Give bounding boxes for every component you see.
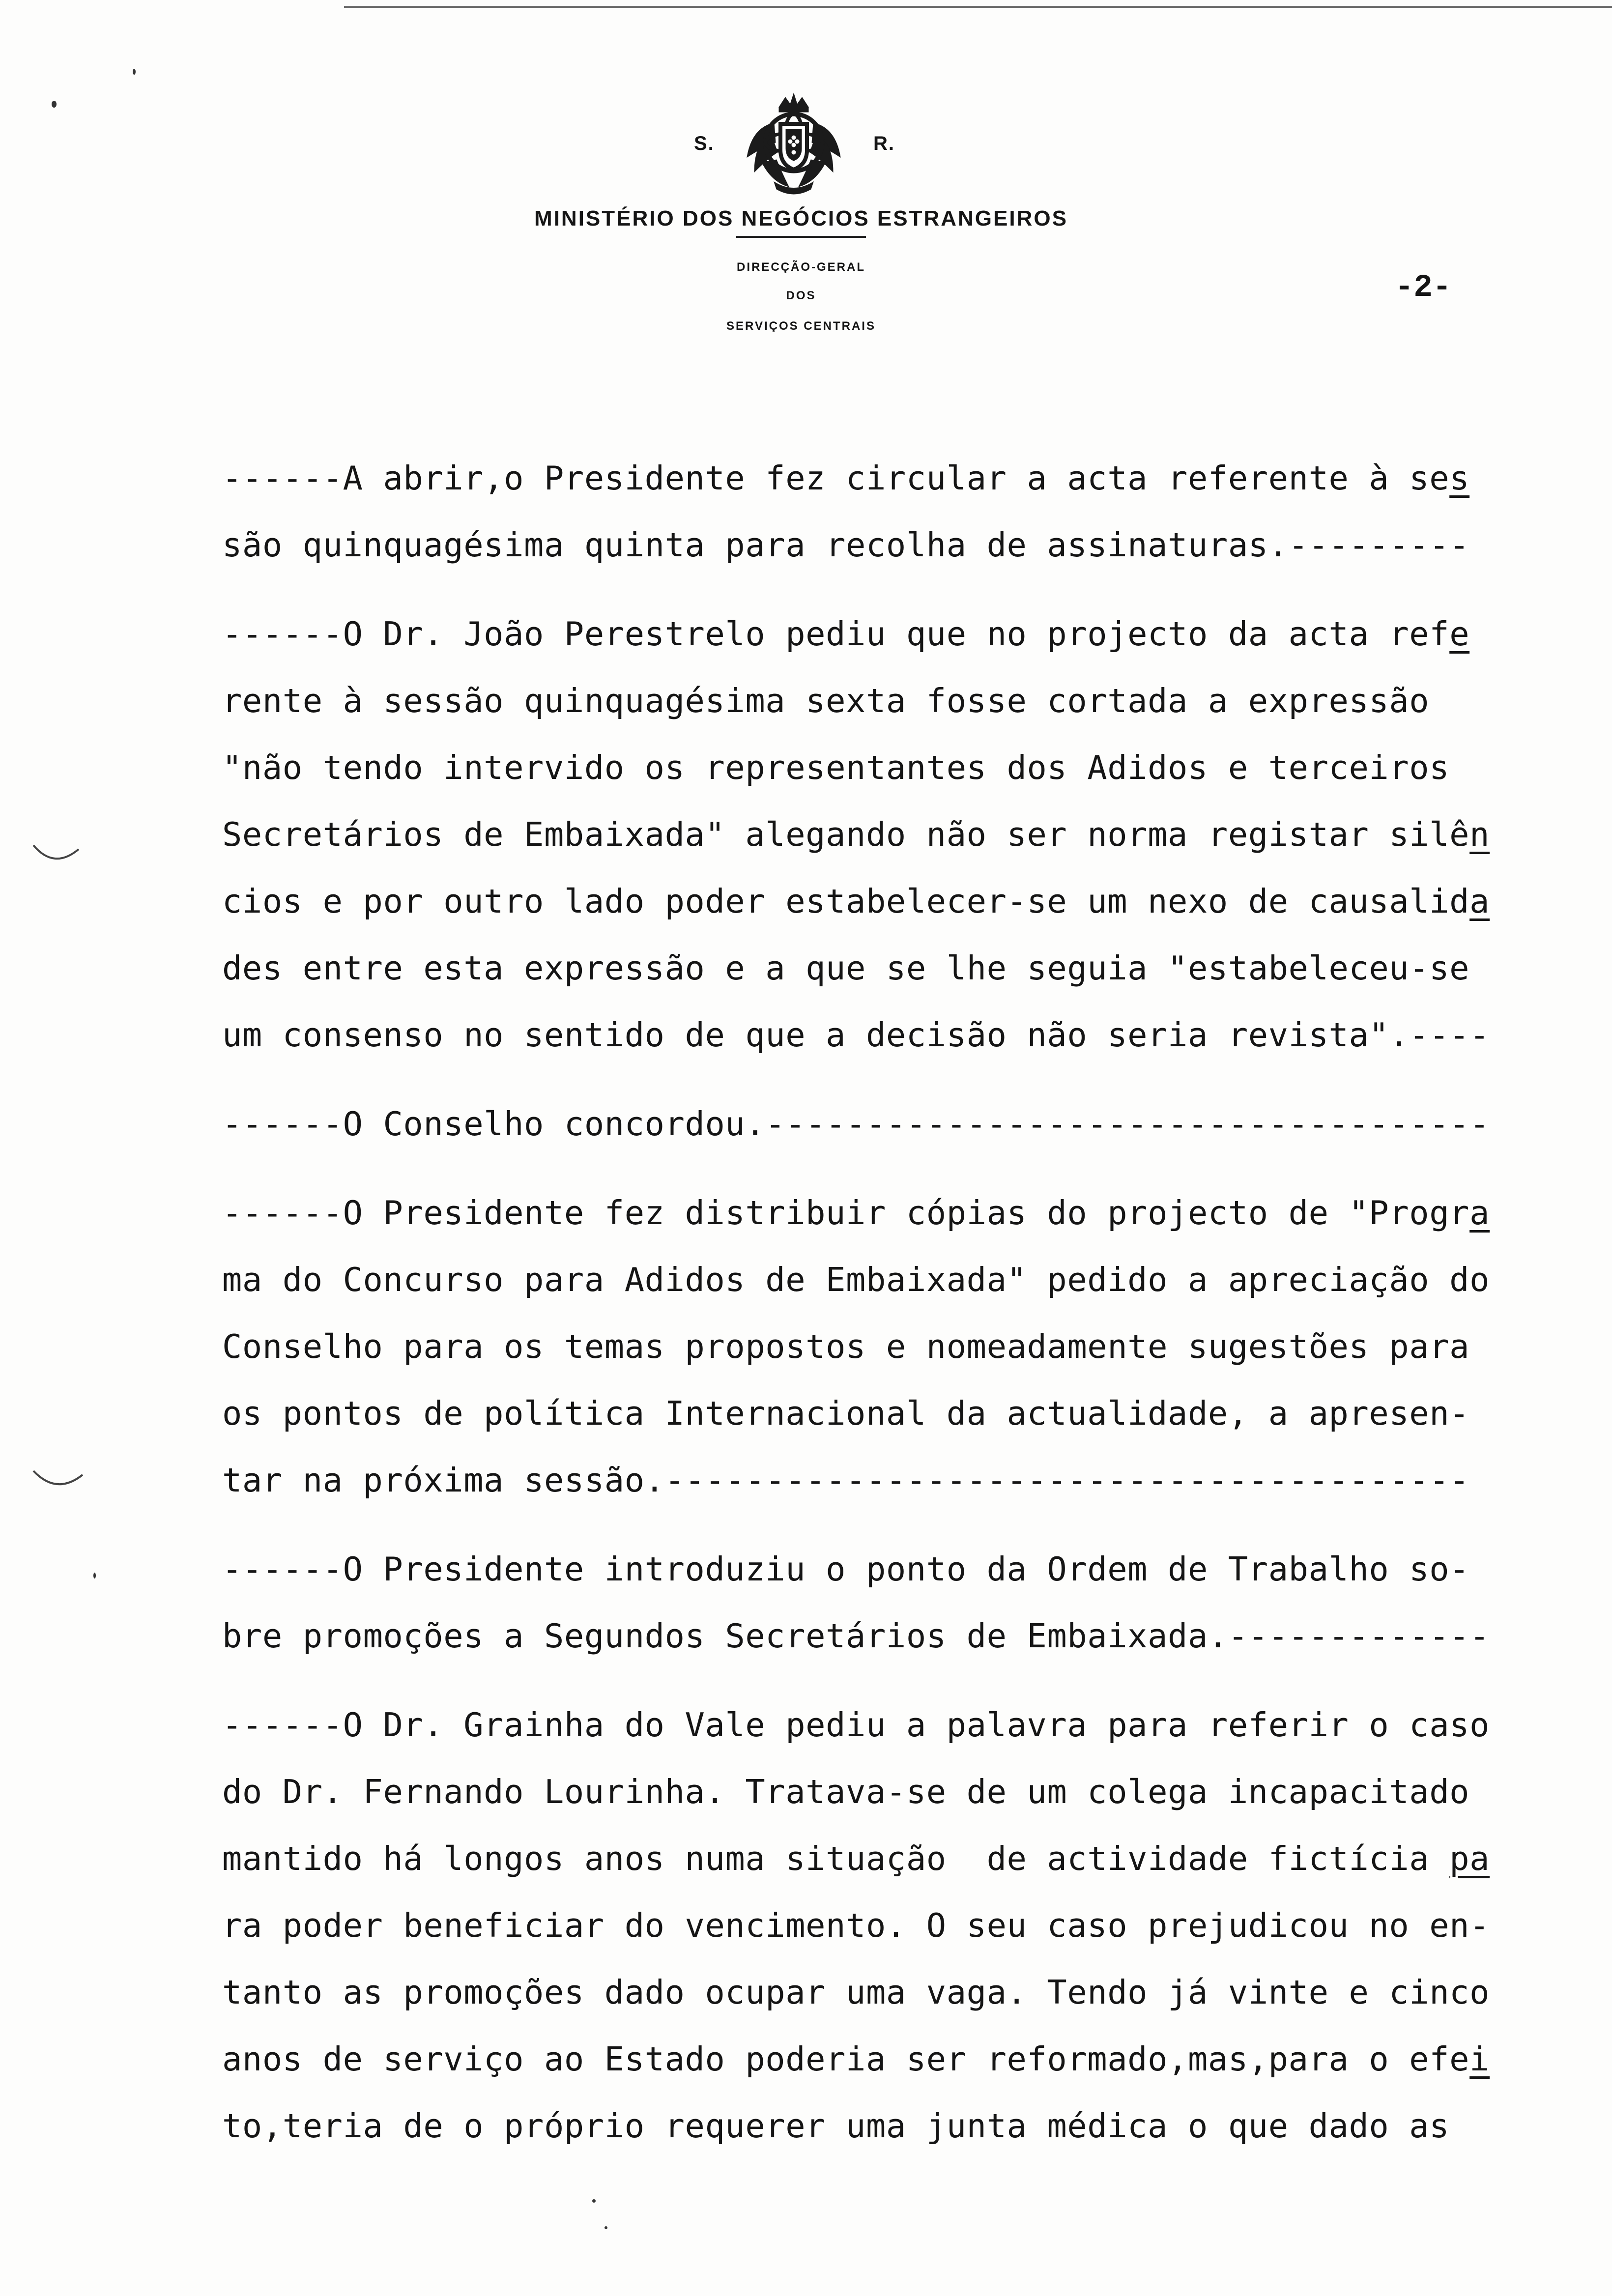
text-line-body: cios e por outro lado poder estabelecer-se um nexo de causalid <box>222 882 1470 920</box>
punch-hole-mark-lower <box>29 1467 88 1496</box>
text-line-body: ------O Dr. João Perestrelo pediu que no projecto da acta ref <box>222 615 1450 653</box>
text-line: tanto as promoções dado ocupar uma vaga. Tendo já vinte e cinco <box>222 1973 1490 2011</box>
text-line <box>222 868 1510 935</box>
text-line: bre promoções a Segundos Secretários de Embaixada.------------- <box>222 1617 1490 1655</box>
text-line <box>222 445 1510 512</box>
text-line: rente à sessão quinquagésima sexta fosse cortada a expressão <box>222 682 1430 720</box>
underlined-ending: e <box>1449 615 1470 653</box>
text-line <box>222 1825 1510 1892</box>
scan-top-edge <box>344 6 1612 8</box>
paragraph <box>222 1536 1510 1669</box>
text-line-body: ------A abrir,o Presidente fez circular a acta referente à se <box>222 459 1450 497</box>
crest-right-letter: R. <box>873 133 895 154</box>
underlined-ending: s <box>1449 459 1470 497</box>
department-line-1: DIRECÇÃO-GERAL <box>737 260 865 274</box>
ministry-name: MINISTÉRIO DOS NEGÓCIOS ESTRANGEIROS <box>534 206 1068 230</box>
department-line-2: DOS <box>786 289 816 302</box>
crest-left-letter: S. <box>694 133 715 154</box>
text-line-body: ------O Presidente fez distribuir cópias do projecto de "Progr <box>222 1194 1470 1232</box>
minutes-body <box>222 445 1510 2181</box>
text-line: ------O Presidente introduziu o ponto da Ordem de Trabalho so- <box>222 1550 1470 1588</box>
scan-speck <box>52 101 57 108</box>
text-line <box>222 801 1510 868</box>
text-line: to,teria de o próprio requerer uma junta médica o que dado as <box>222 2107 1450 2145</box>
text-line: um consenso no sentido de que a decisão não seria revista".---- <box>222 1016 1490 1054</box>
paragraph <box>222 1091 1510 1157</box>
text-line: "não tendo intervido os representantes dos Adidos e terceiros <box>222 748 1450 787</box>
ministry-underline <box>736 236 866 238</box>
scan-speck <box>592 2199 596 2203</box>
text-line <box>222 2026 1510 2093</box>
text-line: des entre esta expressão e a que se lhe seguia "estabeleceu-se <box>222 949 1470 987</box>
underlined-ending: a <box>1469 1194 1490 1232</box>
text-line: ra poder beneficiar do vencimento. O seu caso prejudicou no en- <box>222 1906 1490 1945</box>
coat-of-arms-icon <box>732 88 855 197</box>
underlined-ending: i <box>1469 2040 1490 2078</box>
punch-hole-mark-upper <box>29 840 84 870</box>
text-line: os pontos de política Internacional da actualidade, a apresen- <box>222 1394 1470 1433</box>
underlined-ending: pa <box>1449 1839 1490 1878</box>
letterhead <box>482 88 1121 344</box>
text-line: tar na próxima sessão.---------------------------------------- <box>222 1461 1470 1499</box>
text-line: do Dr. Fernando Lourinha. Tratava-se de um colega incapacitado <box>222 1773 1470 1811</box>
scan-speck <box>93 1573 96 1578</box>
text-line: ------O Dr. Grainha do Vale pediu a palavra para referir o caso <box>222 1706 1490 1744</box>
text-line-body: anos de serviço ao Estado poderia ser reformado,mas,para o efe <box>222 2040 1470 2078</box>
department-line-3: SERVIÇOS CENTRAIS <box>726 319 876 333</box>
scan-speck <box>604 2226 607 2229</box>
crest-row <box>482 88 1121 206</box>
underlined-ending: n <box>1469 815 1490 854</box>
paragraph <box>222 1179 1510 1514</box>
text-line <box>222 601 1510 667</box>
text-line-body: mantido há longos anos numa situação de actividade fictícia <box>222 1839 1450 1878</box>
scan-speck <box>133 69 136 75</box>
paragraph <box>222 1692 1510 2159</box>
text-line <box>222 1179 1510 1246</box>
text-line: ma do Concurso para Adidos de Embaixada" pedido a apreciação do <box>222 1261 1490 1299</box>
underlined-ending: a <box>1469 882 1490 920</box>
text-line: são quinquagésima quinta para recolha de assinaturas.--------- <box>222 526 1470 564</box>
text-line: Conselho para os temas propostos e nomeadamente sugestões para <box>222 1327 1470 1366</box>
page-number: -2- <box>1395 270 1452 306</box>
text-line-body: Secretários de Embaixada" alegando não ser norma registar silê <box>222 815 1470 854</box>
paragraph <box>222 445 1510 578</box>
text-line: ------O Conselho concordou.------------------------------------ <box>222 1105 1490 1143</box>
paragraph <box>222 601 1510 1068</box>
